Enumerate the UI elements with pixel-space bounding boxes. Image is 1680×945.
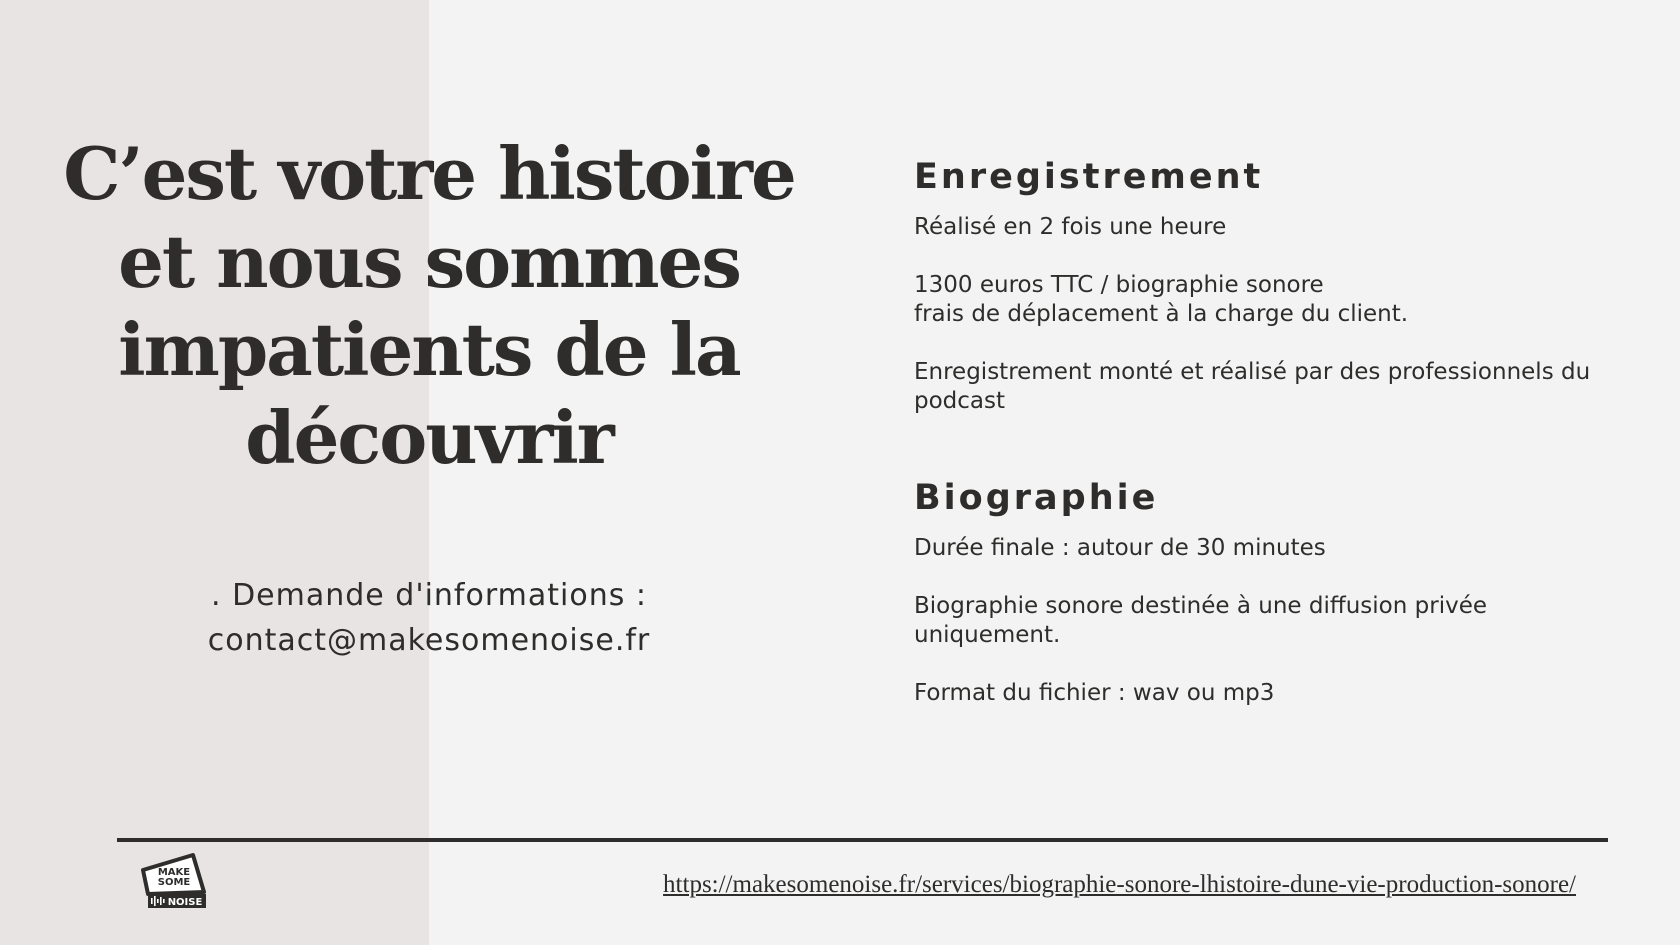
contact-label: . Demande d'informations : (211, 578, 647, 613)
headline: C’est votre histoire et nous sommes impatients de la découvrir (63, 131, 795, 480)
enregistrement-duration-text: Réalisé en 2 fois une heure (914, 214, 1227, 240)
logo-word-noise: NOISE (167, 897, 203, 908)
footer-divider (117, 838, 1608, 842)
logo-word-make: MAKE (157, 867, 191, 878)
footer-url-link[interactable]: https://makesomenoise.fr/services/biographie-sonore-lhistoire-dune-vie-production-sonore/ (663, 871, 1576, 898)
biographie-duration (914, 534, 1614, 563)
make-some-noise-logo (140, 852, 210, 912)
section-biographie (914, 476, 1614, 737)
enregistrement-price (914, 271, 1614, 329)
section-title-enregistrement: Enregistrement (914, 157, 1264, 197)
logo-word-some: SOME (157, 877, 191, 888)
biographie-duration-text: Durée finale : autour de 30 minutes (914, 535, 1326, 561)
contact-email[interactable]: contact@makesomenoise.fr (207, 623, 651, 658)
enregistrement-duration (914, 213, 1614, 242)
enregistrement-fees-text: frais de déplacement à la charge du client. (914, 301, 1409, 327)
section-title-biographie: Biographie (914, 478, 1159, 518)
enregistrement-description (914, 358, 1614, 416)
biographie-format (914, 679, 1614, 708)
contact-block (60, 573, 798, 663)
section-enregistrement (914, 155, 1614, 445)
enregistrement-description-text: Enregistrement monté et réalisé par des professionnels du podcast (914, 359, 1591, 414)
biographie-usage-text: Biographie sonore destinée à une diffusion privée uniquement. (914, 593, 1487, 648)
enregistrement-price-text: 1300 euros TTC / biographie sonore (914, 272, 1324, 298)
biographie-usage (914, 592, 1614, 650)
biographie-format-text: Format du fichier : wav ou mp3 (914, 680, 1275, 706)
